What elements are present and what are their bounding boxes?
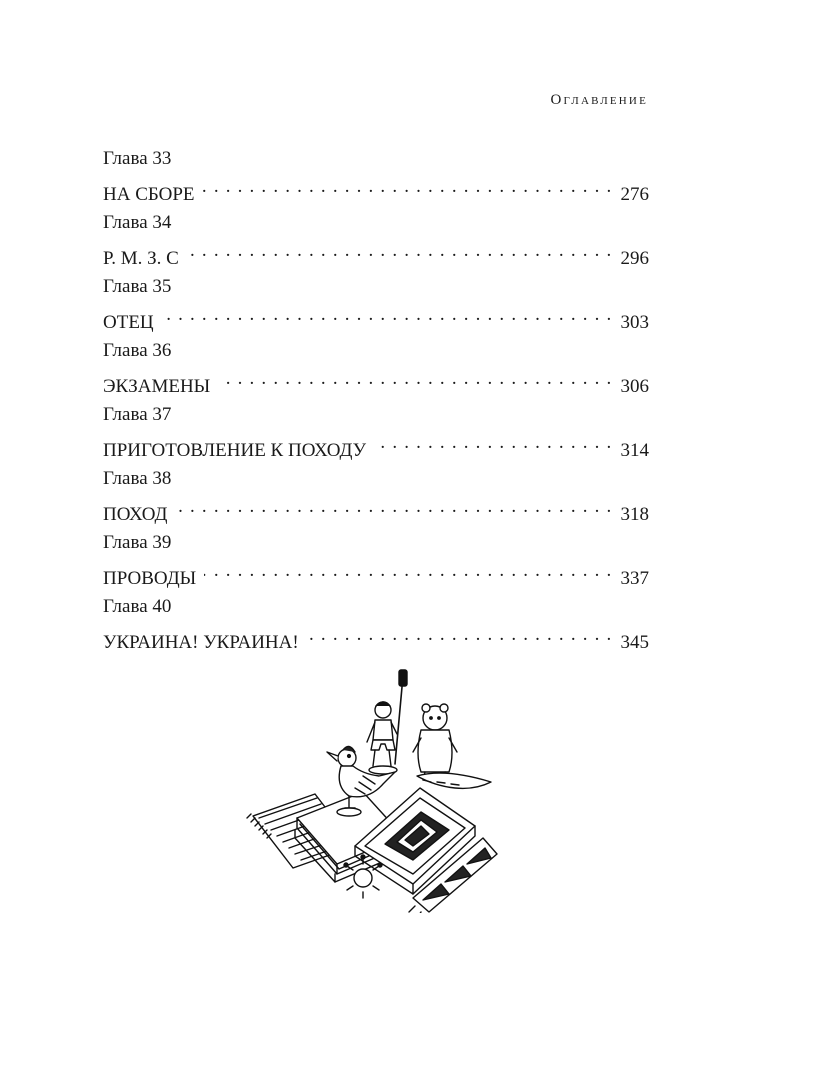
page-number: 276 [620,184,649,205]
toc-entry [103,594,649,658]
dot-leader [218,366,612,392]
toc-entry [103,402,649,466]
chapter-label: Глава 37 [103,404,172,425]
chapter-title-row [103,558,649,592]
bear-figure-graphic [413,704,491,788]
chapter-label: Глава 34 [103,212,172,233]
chapter-title-row [103,494,649,528]
page-number: 345 [620,632,649,653]
dot-leader [187,238,613,264]
chapter-title-row [103,174,649,208]
page-number: 303 [620,312,649,333]
page-number: 296 [620,248,649,269]
chapter-title: УКРАИНА! УКРАИНА! [103,632,299,653]
dot-leader [203,174,613,200]
toys-and-books-illustration [245,668,510,913]
chapter-title: ПОХОД [103,504,168,525]
chapter-label: Глава 36 [103,340,172,361]
toc-entry [103,210,649,274]
page-number: 318 [620,504,649,525]
page-number: 314 [620,440,649,461]
dot-leader [374,430,612,456]
toc-entry [103,338,649,402]
chapter-title: НА СБОРЕ [103,184,195,205]
page-number: 337 [620,568,649,589]
toc-entry [103,274,649,338]
toc-entry [103,530,649,594]
chapter-label: Глава 39 [103,532,172,553]
table-of-contents [103,146,649,658]
chapter-label: Глава 38 [103,468,172,489]
chapter-label: Глава 35 [103,276,172,297]
chapter-title: ОТЕЦ [103,312,154,333]
dot-leader [162,302,613,328]
boy-figure-graphic [367,670,407,774]
chapter-label: Глава 40 [103,596,172,617]
page-number: 306 [620,376,649,397]
chapter-title: Р. М. З. С [103,248,179,269]
chapter-title-row [103,430,649,464]
toc-entry [103,146,649,210]
dot-leader [175,494,612,520]
chapter-title-row [103,238,649,272]
chapter-label: Глава 33 [103,148,172,169]
chapter-title-row [103,622,649,656]
chapter-title: ПРОВОДЫ [103,568,197,589]
running-head: Оглавление [550,92,648,108]
chapter-title-row [103,302,649,336]
chapter-title: ЭКЗАМЕНЫ [103,376,211,397]
dot-leader [204,558,612,584]
chapter-title-row [103,366,649,400]
chapter-title: ПРИГОТОВЛЕНИЕ К ПОХОДУ [103,440,367,461]
dot-leader [307,622,613,648]
toc-entry [103,466,649,530]
